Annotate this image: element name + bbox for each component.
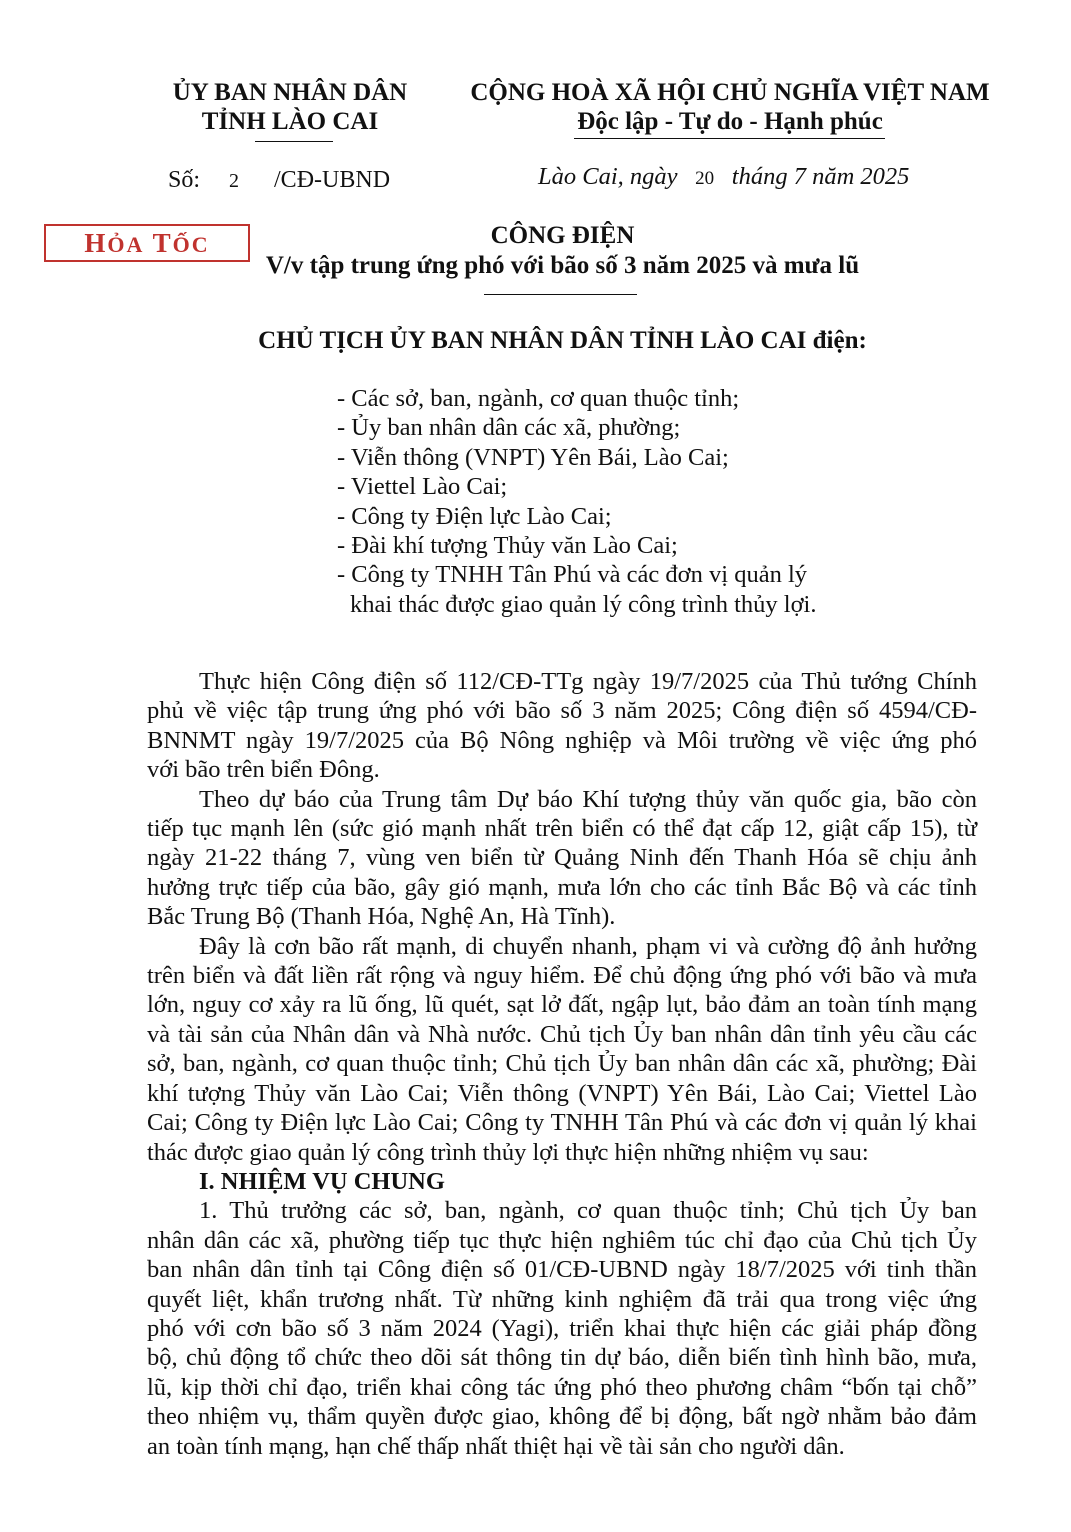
paragraph-line: thác được giao quản lý công trình thủy lợi thực hiện những nhiệm vụ sau: bbox=[147, 1138, 869, 1166]
paragraph-line: 1. Thủ trưởng các sở, ban, ngành, cơ quan thuộc tỉnh; Chủ tịch Ủy ban bbox=[199, 1197, 977, 1225]
list-item: - Viettel Lào Cai; bbox=[337, 473, 508, 501]
urgent-stamp: HỎA TỐC bbox=[44, 224, 250, 262]
paragraph-line: Bắc Trung Bộ (Thanh Hóa, Nghệ An, Hà Tĩnh). bbox=[147, 903, 616, 931]
nation-motto: Độc lập - Tự do - Hạnh phúc bbox=[577, 108, 883, 135]
paragraph-line: bộ, chủ động tổ chức theo dõi sát thông tin dự báo, diễn biến tình hình bão, mưa, bbox=[147, 1344, 977, 1372]
paragraph-line: trên biển và đất liền rất rộng và nguy hiểm. Để chủ động ứng phó với bão và mưa bbox=[147, 962, 977, 990]
paragraph-line: khí tượng Thủy văn Lào Cai; Viễn thông (VNPT) Yên Bái, Lào Cai; Viettel Lào bbox=[147, 1079, 977, 1107]
title-underline bbox=[484, 294, 637, 295]
org-underline bbox=[255, 141, 333, 142]
doc-number-value: 2 bbox=[229, 170, 240, 192]
recipient-list bbox=[337, 384, 897, 619]
paragraph-line: tiếp tục mạnh lên (sức gió mạnh nhất trên biển có thể đạt cấp 12, giật cấp 15), từ bbox=[147, 815, 977, 843]
paragraph-line: nhân dân các xã, phường tiếp tục thực hiện nghiêm túc chỉ đạo của Chủ tịch Ủy bbox=[147, 1226, 977, 1254]
paragraph-line: với bão trên biển Đông. bbox=[147, 756, 380, 784]
doc-subject: V/v tập trung ứng phó với bão số 3 năm 2025 và mưa lũ bbox=[265, 252, 860, 279]
section-heading: I. NHIỆM VỤ CHUNG bbox=[199, 1167, 445, 1195]
paragraph-line: theo nhiệm vụ, thẩm quyền được giao, không để bị động, bất ngờ nhằm bảo đảm bbox=[147, 1403, 977, 1431]
doc-type-title: CÔNG ĐIỆN bbox=[490, 222, 635, 249]
paragraph-line: hưởng trực tiếp của bão, gây gió mạnh, mưa lớn cho các tỉnh Bắc Bộ và các tỉnh bbox=[147, 873, 977, 901]
paragraph-line: Thực hiện Công điện số 112/CĐ-TTg ngày 19/7/2025 của Thủ tướng Chính bbox=[199, 668, 977, 695]
paragraph-line: lũ, kịp thời chỉ đạo, triển khai công tác ứng phó theo phương châm “bốn tại chỗ” bbox=[147, 1373, 977, 1401]
list-item: khai thác được giao quản lý công trình thủy lợi. bbox=[350, 590, 817, 618]
paragraph-line: phủ về việc tập trung ứng phó với bão số 3 năm 2025; Công điện số 4594/CĐ- bbox=[147, 697, 977, 725]
motto-underline bbox=[574, 138, 885, 139]
org-name-line1: ỦY BAN NHÂN DÂN bbox=[172, 79, 408, 106]
list-item: - Các sở, ban, ngành, cơ quan thuộc tỉnh; bbox=[337, 385, 740, 412]
body-text bbox=[147, 667, 977, 1461]
list-item: - Công ty TNHH Tân Phú và các đơn vị quản lý bbox=[337, 561, 807, 589]
paragraph-line: phó với cơn bão số 3 năm 2024 (Yagi), triển khai thực hiện các giải pháp đồng bbox=[147, 1314, 977, 1342]
nation-title: CỘNG HOÀ XÃ HỘI CHỦ NGHĨA VIỆT NAM bbox=[470, 79, 990, 106]
paragraph-line: ngày 21-22 tháng 7, vùng ven biển từ Quảng Ninh đến Thanh Hóa sẽ chịu ảnh bbox=[147, 844, 977, 872]
doc-number-label: Số: bbox=[168, 167, 201, 193]
list-item: - Đài khí tượng Thủy văn Lào Cai; bbox=[337, 532, 678, 560]
paragraph-line: sở, ban, ngành, cơ quan thuộc tỉnh; Chủ tịch Ủy ban nhân dân các xã, phường; Đài bbox=[147, 1050, 977, 1078]
paragraph-line: Cai; Công ty Điện lực Lào Cai; Công ty TNHH Tân Phú và các đơn vị quản lý khai bbox=[147, 1109, 977, 1137]
sender-heading: CHỦ TỊCH ỦY BAN NHÂN DÂN TỈNH LÀO CAI điện: bbox=[258, 327, 867, 354]
list-item: - Ủy ban nhân dân các xã, phường; bbox=[337, 414, 681, 442]
paragraph-line: lớn, nguy cơ xảy ra lũ ống, lũ quét, sạt lở đất, ngập lụt, bảo đảm an toàn tính mạng bbox=[147, 991, 977, 1019]
date-day: 20 bbox=[695, 168, 715, 189]
date-suffix: tháng 7 năm 2025 bbox=[731, 163, 910, 190]
doc-number-suffix: /CĐ-UBND bbox=[274, 167, 391, 193]
paragraph-line: ban nhân dân tỉnh tại Công điện số 01/CĐ-UBND ngày 18/7/2025 với tinh thần bbox=[147, 1256, 977, 1284]
list-item: - Công ty Điện lực Lào Cai; bbox=[337, 502, 612, 530]
doc-date bbox=[538, 162, 909, 194]
doc-number bbox=[168, 165, 390, 196]
paragraph-line: và tài sản của Nhân dân và Nhà nước. Chủ tịch Ủy ban nhân dân tỉnh yêu cầu các bbox=[147, 1020, 977, 1048]
paragraph-line: Theo dự báo của Trung tâm Dự báo Khí tượng thủy văn quốc gia, bão còn bbox=[199, 785, 977, 813]
paragraph-line: Đây là cơn bão rất mạnh, di chuyển nhanh, phạm vi và cường độ ảnh hưởng bbox=[199, 932, 977, 960]
list-item: - Viễn thông (VNPT) Yên Bái, Lào Cai; bbox=[337, 443, 729, 471]
paragraph-line: quyết liệt, khẩn trương nhất. Từ những kinh nghiệm đã trải qua trong việc ứng bbox=[147, 1285, 977, 1313]
date-prefix: Lào Cai, ngày bbox=[538, 163, 678, 190]
paragraph-line: BNNMT ngày 19/7/2025 của Bộ Nông nghiệp và Môi trường về việc ứng phó bbox=[147, 726, 977, 754]
paragraph-line: an toàn tính mạng, hạn chế thấp nhất thiệt hại về tài sản cho người dân. bbox=[147, 1432, 845, 1460]
org-name-line2: TỈNH LÀO CAI bbox=[201, 108, 379, 135]
